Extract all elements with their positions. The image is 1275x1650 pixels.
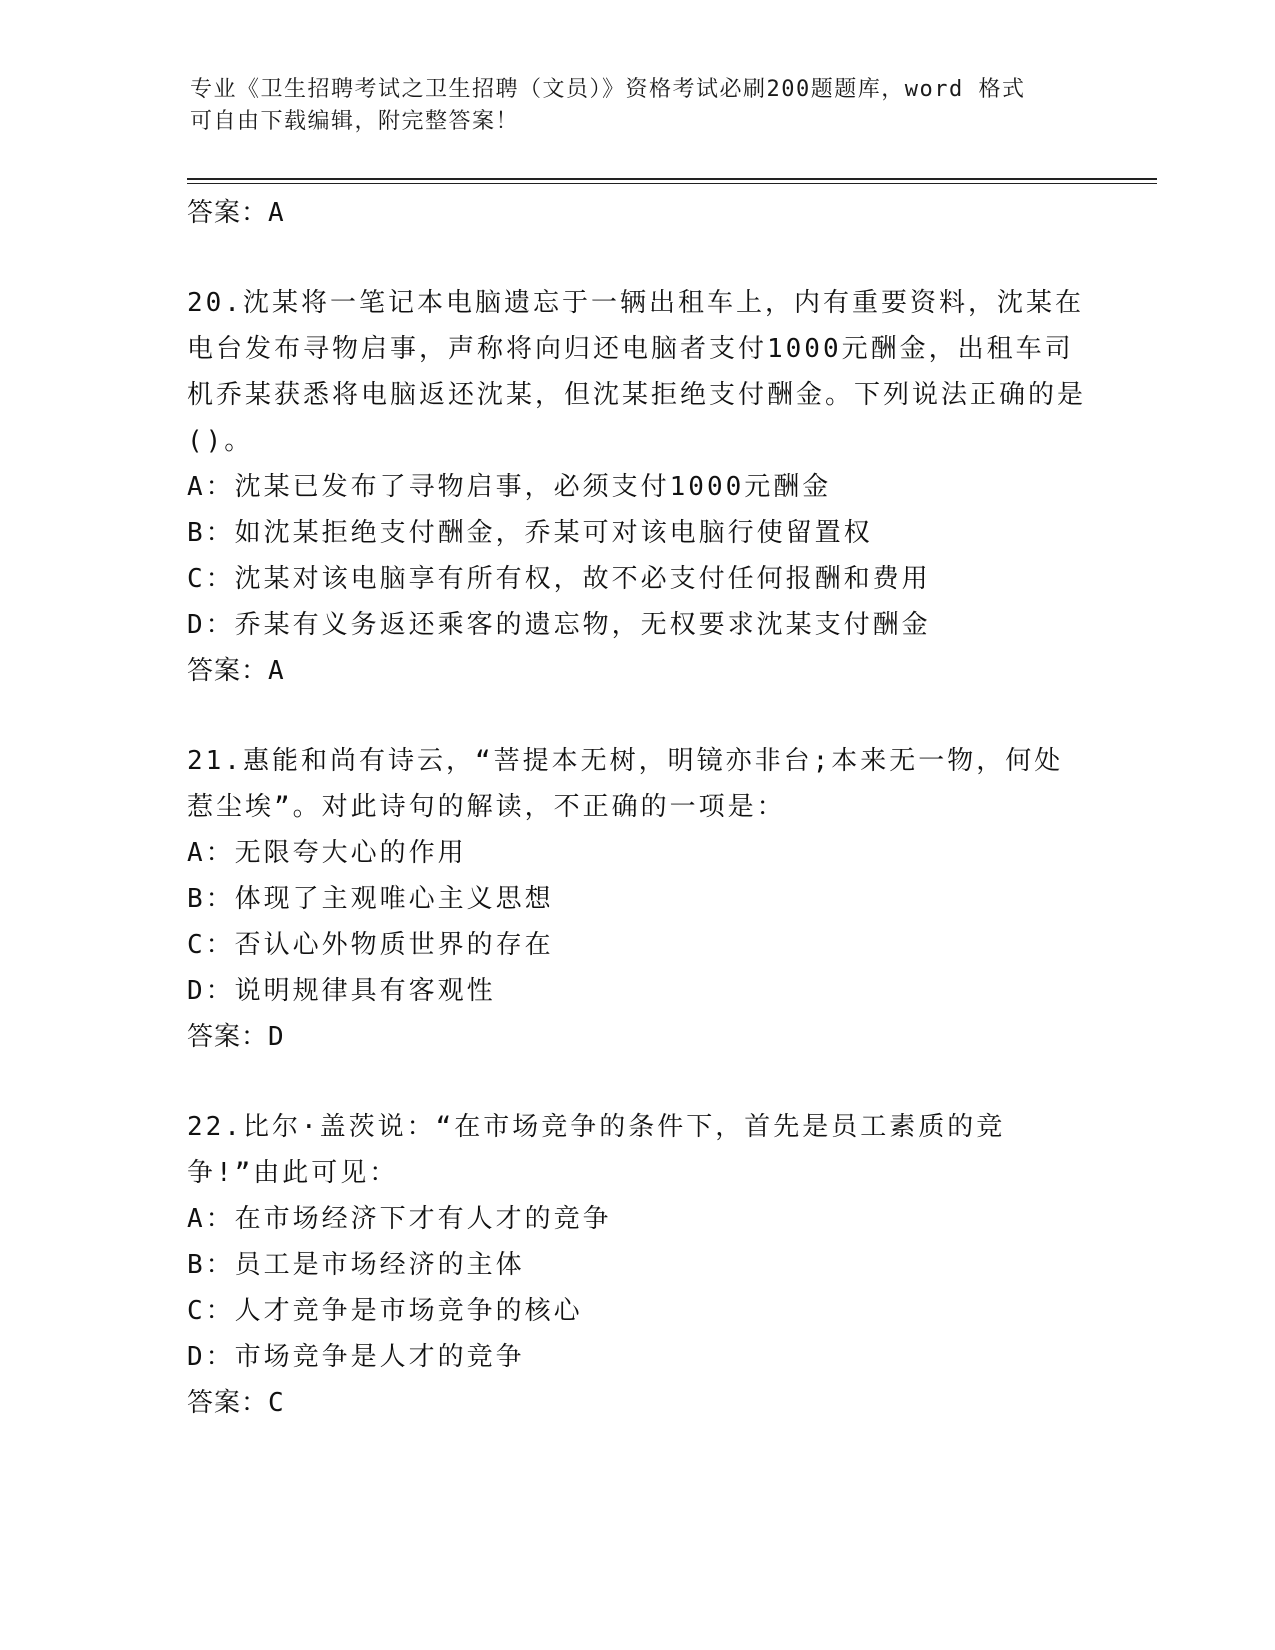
question-stem: 20.沈某将一笔记本电脑遗忘于一辆出租车上，内有重要资料，沈某在电台发布寻物启事，声称将向归还电脑者支付1000元酬金，出租车司机乔某获悉将电脑返还沈某，但沈某拒绝支付酬金。下列说法正确的是()。 [187, 288, 1087, 456]
question-22 [187, 1104, 1087, 1426]
header-line-1: 专业《卫生招聘考试之卫生招聘（文员）》资格考试必刷200题题库，word 格式 [190, 77, 1026, 102]
option-a: A：无限夸大心的作用 [187, 838, 467, 868]
option-b: B：员工是市场经济的主体 [187, 1250, 525, 1280]
question-stem: 21.惠能和尚有诗云，“菩提本无树，明镜亦非台;本来无一物，何处惹尘埃”。对此诗句的解读，不正确的一项是： [187, 746, 1064, 822]
option-c: C：否认心外物质世界的存在 [187, 930, 554, 960]
option-d: D：市场竞争是人才的竞争 [187, 1342, 525, 1372]
document-header [190, 74, 1070, 138]
document-body [187, 190, 1087, 1426]
option-d: D：乔某有义务返还乘客的遗忘物，无权要求沈某支付酬金 [187, 610, 931, 640]
option-b: B：体现了主观唯心主义思想 [187, 884, 554, 914]
question-stem: 22.比尔·盖茨说：“在市场竞争的条件下，首先是员工素质的竞争!”由此可见： [187, 1112, 1006, 1188]
header-line-2: 可自由下载编辑，附完整答案！ [190, 109, 520, 134]
question-20 [187, 280, 1087, 694]
option-a: A：在市场经济下才有人才的竞争 [187, 1204, 612, 1234]
option-c: C：人才竞争是市场竞争的核心 [187, 1296, 583, 1326]
answer: 答案：D [187, 1022, 285, 1052]
option-c: C：沈某对该电脑享有所有权，故不必支付任何报酬和费用 [187, 564, 931, 594]
question-21 [187, 738, 1087, 1060]
option-d: D：说明规律具有客观性 [187, 976, 496, 1006]
option-a: A：沈某已发布了寻物启事，必须支付1000元酬金 [187, 472, 832, 502]
option-b: B：如沈某拒绝支付酬金，乔某可对该电脑行使留置权 [187, 518, 873, 548]
answer: 答案：A [187, 656, 285, 686]
header-divider-thick [187, 178, 1157, 180]
answer-previous: 答案：A [187, 198, 285, 228]
header-divider-thin [187, 183, 1157, 184]
answer: 答案：C [187, 1388, 285, 1418]
